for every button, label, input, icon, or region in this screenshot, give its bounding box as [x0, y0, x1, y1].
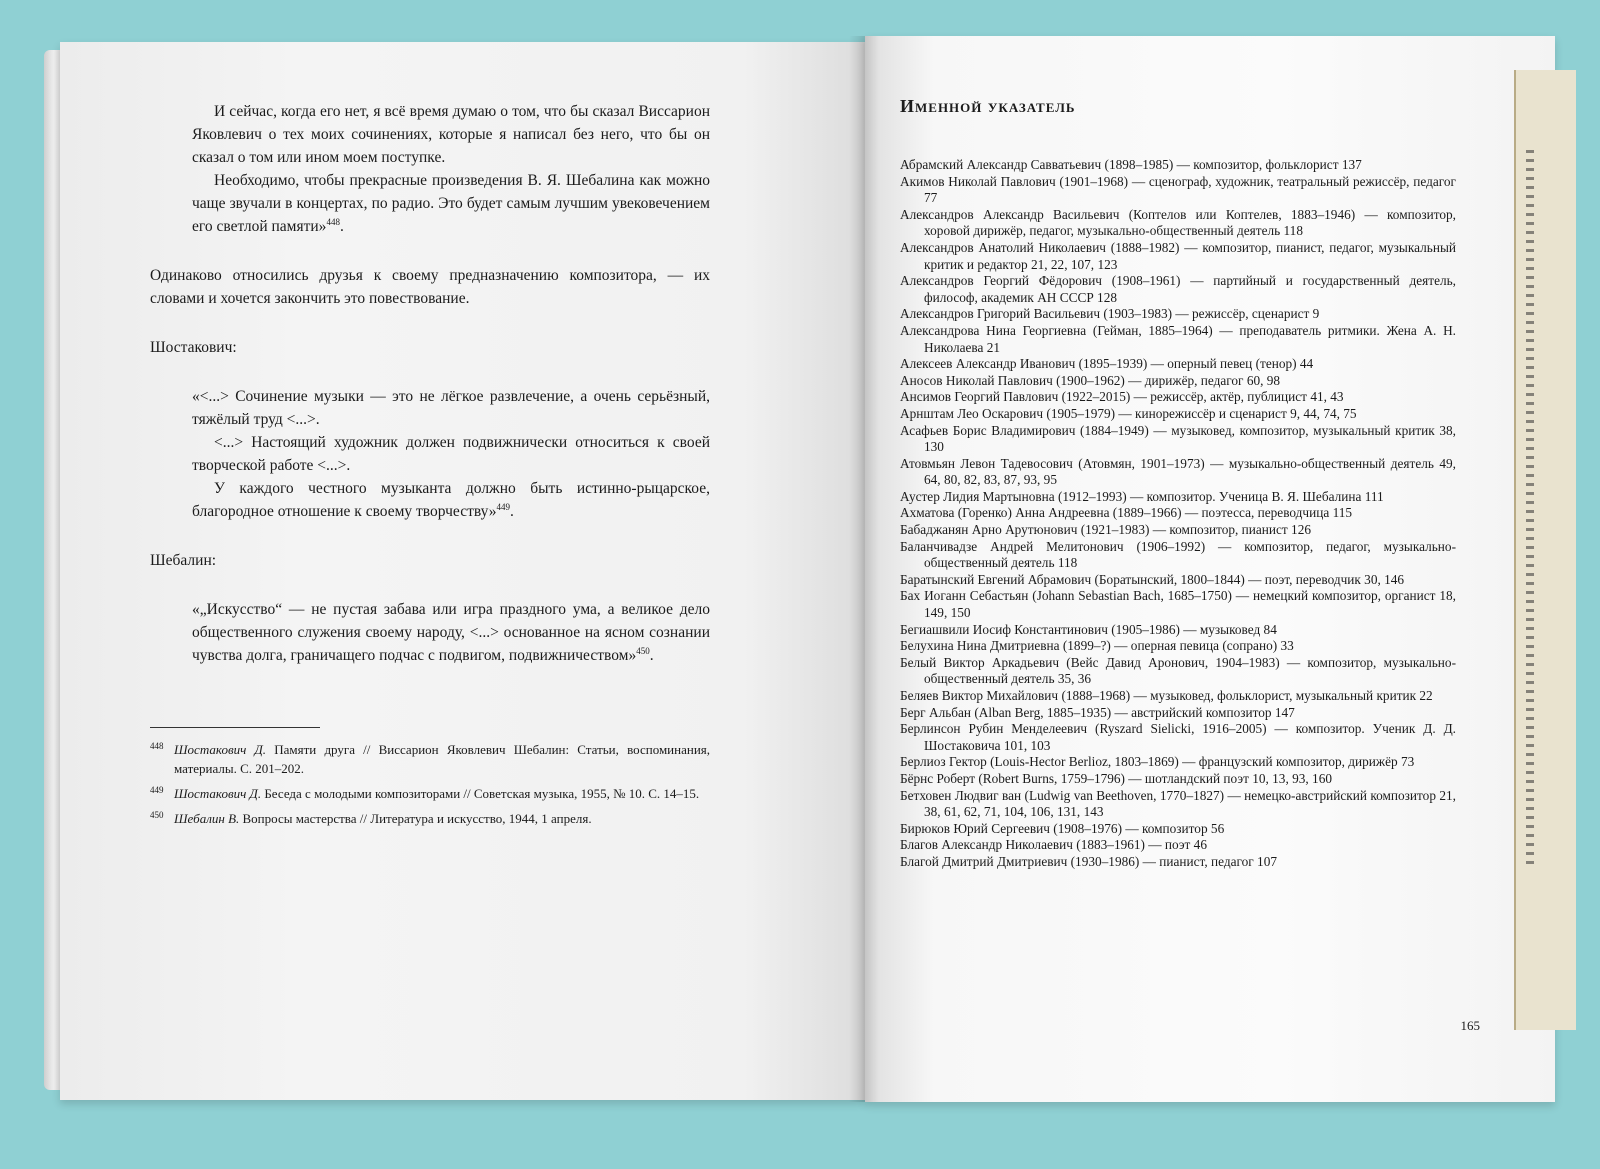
index-entry: Бирюков Юрий Сергеевич (1908–1976) — композитор 56 — [900, 820, 1225, 836]
quote-line: «„Искусство“ — не пустая забава или игра праздного ума, а великое дело общественного служения своему народу, <...> основанное на ясном сознании чувства долга, граничащего подчас с подвигом, подвижничеством»$^{450}$. — [192, 601, 710, 664]
index-entry: Асафьев Борис Владимирович (1884–1949) — музыковед, композитор, музыкальный критик 38, 130 — [900, 422, 1456, 455]
index-entry: Бетховен Людвиг ван (Ludwig van Beethoven, 1770–1827) — немецко-австрийский композитор 21, 38, 61, 62, 71, 104, 106, 131, 143 — [900, 787, 1456, 820]
quote-line: <...> Настоящий художник должен подвижнически относиться к своей творческой работе <...>. — [192, 434, 710, 474]
left-page-content — [150, 100, 710, 834]
quote-line: У каждого честного музыканта должно быть истинно-рыцарское, благородное отношение к своему творчеству»$^{449}$. — [192, 480, 710, 520]
index-entry: Благой Дмитрий Дмитриевич (1930–1986) — пианист, педагог 107 — [900, 853, 1277, 869]
page-number: 165 — [1460, 1018, 1480, 1033]
index-entry: Ахматова (Горенко) Анна Андреевна (1889–1966) — поэтесса, переводчица 115 — [900, 505, 1353, 521]
intro-paragraph: Одинаково относились друзья к своему предназначению композитора, — их словами и хочется закончить это повествование. — [150, 267, 710, 307]
book-spine — [849, 36, 879, 1102]
footnote-ref: 449 — [496, 501, 511, 512]
index-entry: Александров Георгий Фёдорович (1908–1961) — партийный и государственный деятель, философ, академик АН СССР 128 — [900, 273, 1456, 305]
footnote: 449 Шостакович Д. Беседа с молодыми композиторами // Советская музыка, 1955, № 10. С. 14–15. — [150, 785, 700, 801]
index-entry: Александрова Нина Георгиевна (Гейман, 1885–1964) — преподаватель ритмики. Жена А. Н. Николаева 21 — [900, 322, 1456, 355]
index-entry: Благов Александр Николаевич (1883–1961) — поэт 46 — [900, 837, 1207, 853]
index-entry: Атовмьян Левон Тадевосович (Атовмян, 1901–1973) — музыкально-общественный деятель 49, 64, 80, 82, 83, 87, 93, 95 — [900, 455, 1456, 488]
index-entry: Александров Александр Васильевич (Коптелов или Коптелев, 1883–1946) — композитор, хоровой дирижёр, педагог, музыкально-общественный деятель 118 — [900, 206, 1456, 239]
index-entry: Баланчивадзе Андрей Мелитонович (1906–1992) — композитор, педагог, музыкально-общественный деятель 118 — [900, 538, 1456, 571]
index-entry: Бегиашвили Иосиф Константинович (1905–1986) — музыковед 84 — [900, 621, 1277, 637]
index-title: Именной указатель — [900, 96, 1076, 116]
background-book-text — [1526, 150, 1534, 870]
index-entry: Белый Виктор Аркадьевич (Вейс Давид Аронович, 1904–1983) — композитор, музыкально-общественный деятель 35, 36 — [900, 654, 1456, 687]
index-entry: Ансимов Георгий Павлович (1922–2015) — режиссёр, актёр, публицист 41, 43 — [900, 389, 1344, 405]
footnote-ref: 450 — [636, 645, 650, 656]
index-entry: Акимов Николай Павлович (1901–1968) — сценограф, художник, театральный режиссёр, педагог 77 — [900, 173, 1456, 206]
index-entry: Берлинсон Рубин Менделеевич (Ryszard Sielicki, 1916–2005) — композитор. Ученик Д. Д. Шостаковича 101, 103 — [900, 721, 1456, 753]
index-entry: Алексеев Александр Иванович (1895–1939) — оперный певец (тенор) 44 — [900, 356, 1314, 372]
index-entry: Александров Григорий Васильевич (1903–1983) — режиссёр, сценарист 9 — [900, 306, 1320, 322]
footnote: 448 Шостакович Д. Памяти друга // Виссарион Яковлевич Шебалин: Статьи, воспоминания, материалы. С. 201–202. — [150, 741, 711, 776]
speaker-label: Шебалин: — [150, 552, 217, 569]
footnote-ref: 448 — [326, 216, 340, 227]
speaker-label: Шостакович: — [150, 339, 237, 356]
index-entry: Берлиоз Гектор (Louis-Hector Berlioz, 1803–1869) — французский композитор, дирижёр 73 — [900, 754, 1415, 770]
index-entry: Абрамский Александр Савватьевич (1898–1985) — композитор, фольклорист 137 — [900, 157, 1362, 172]
index-entry: Бабаджанян Арно Арутюнович (1921–1983) — композитор, пианист 126 — [900, 522, 1312, 538]
quote-block — [192, 385, 710, 523]
background-book — [1514, 70, 1576, 1030]
index-entry: Баратынский Евгений Абрамович (Боратынский, 1800–1844) — поэт, переводчик 30, 146 — [900, 571, 1405, 587]
index-entry: Белухина Нина Дмитриевна (1899–?) — оперная певица (сопрано) 33 — [900, 638, 1294, 654]
index-entry: Бёрнс Роберт (Robert Burns, 1759–1796) — шотландский поэт 10, 13, 93, 160 — [900, 770, 1332, 786]
footnote: 450 Шебалин В. Вопросы мастерства // Литература и искусство, 1944, 1 апреля. — [150, 810, 592, 826]
right-page-content — [900, 96, 1456, 871]
quote-line: «<...> Сочинение музыки — это не лёгкое развлечение, а очень серьёзный, тяжёлый труд <...>. — [192, 388, 710, 428]
index-entry: Беляев Виктор Михайлович (1888–1968) — музыковед, фольклорист, музыкальный критик 22 — [900, 688, 1433, 703]
index-entries — [900, 157, 1456, 871]
index-entry: Аносов Николай Павлович (1900–1962) — дирижёр, педагог 60, 98 — [900, 372, 1281, 388]
index-entry: Александров Анатолий Николаевич (1888–1982) — композитор, пианист, педагог, музыкальный критик и редактор 21, 22, 107, 123 — [900, 239, 1456, 272]
quote-block — [192, 598, 710, 667]
paragraph: Необходимо, чтобы прекрасные произведения В. Я. Шебалина как можно чаще звучали в концертах, по радио. Это будет самым лучшим увековечением его светлой памяти»$^{448}$. — [192, 172, 710, 235]
index-entry: Аустер Лидия Мартыновна (1912–1993) — композитор. Ученица В. Я. Шебалина 111 — [900, 488, 1384, 504]
paragraph: И сейчас, когда его нет, я всё время думаю о том, что бы сказал Виссарион Яковлевич о тех моих сочинениях, которые я написал без него, что бы он сказал о том или ином моем поступке. — [192, 103, 710, 166]
index-entry: Бах Иоганн Себастьян (Johann Sebastian Bach, 1685–1750) — немецкий композитор, органист 18, 149, 150 — [900, 588, 1456, 621]
index-entry: Берг Альбан (Alban Berg, 1885–1935) — австрийский композитор 147 — [900, 704, 1295, 720]
index-entry: Арнштам Лео Оскарович (1905–1979) — кинорежиссёр и сценарист 9, 44, 74, 75 — [900, 405, 1357, 421]
footnote-divider — [150, 727, 320, 728]
